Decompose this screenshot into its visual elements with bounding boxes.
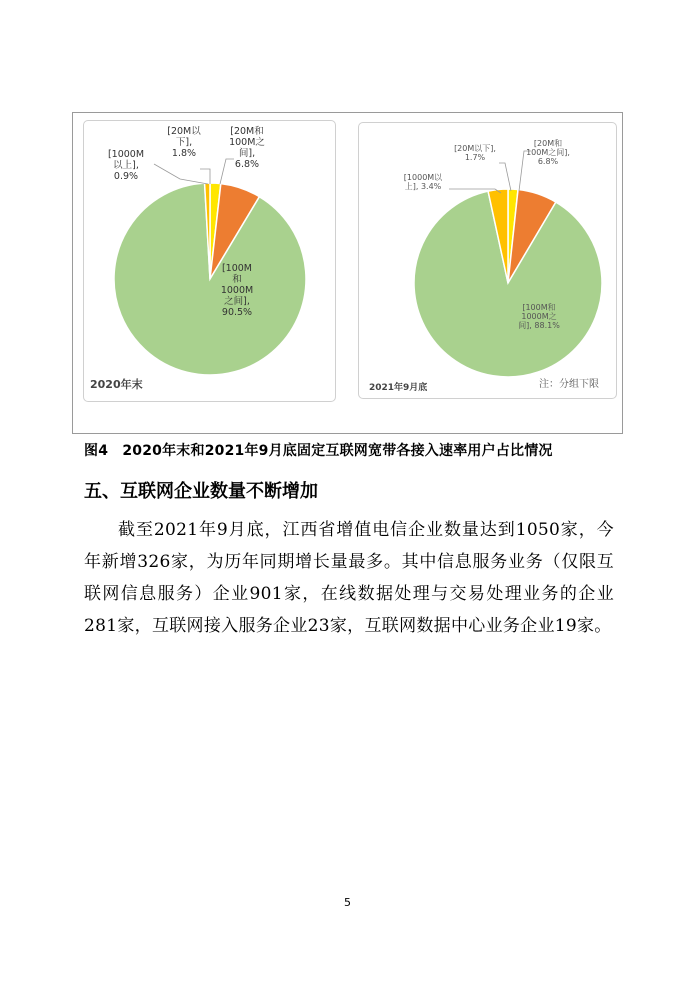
label-2021-over1000m: [1000M以 上], 3.4% — [403, 173, 443, 192]
label-2021-below20m: [20M以下], 1.7% — [454, 144, 496, 163]
leader-line-2020-0 — [200, 169, 210, 184]
label-2021-20to100m: [20M和 100M之间], 6.8% — [526, 139, 570, 167]
chart-title-2020: 2020年末 — [90, 378, 143, 391]
label-2021-100to1000m: [100M和 1000M之 间], 88.1% — [518, 303, 560, 331]
chart-panel-2021 — [358, 122, 617, 399]
label-2020-20to100m: [20M和 100M之 间], 6.8% — [229, 126, 265, 170]
leader-line-2020-1 — [154, 164, 208, 184]
label-2020-100to1000m: [100M 和 1000M 之间], 90.5% — [220, 263, 254, 318]
page-number: 5 — [344, 896, 351, 909]
section-heading: 五、互联网企业数量不断增加 — [84, 481, 318, 502]
chart-title-2021: 2021年9月底 — [369, 383, 428, 393]
label-2020-below20m: [20M以 下], 1.8% — [167, 126, 201, 159]
chart-panel-2020 — [83, 120, 336, 402]
leader-line-2021-0 — [499, 163, 511, 191]
figure-caption: 图4 2020年末和2021年9月底固定互联网宽带各接入速率用户占比情况 — [84, 443, 553, 459]
chart-note: 注：分组下限 — [539, 379, 599, 390]
body-paragraph: 截至2021年9月底，江西省增值电信企业数量达到1050家，今年新增326家，为历年同期增长量最多。其中信息服务业务（仅限互联网信息服务）企业901家，在线数据处理与交易处理业务的企业281家，互联网接入服务企业23家，互联网数据中心业务企业19家。 — [84, 520, 614, 636]
label-2020-over1000m: [1000M 以上], 0.9% — [107, 149, 145, 182]
